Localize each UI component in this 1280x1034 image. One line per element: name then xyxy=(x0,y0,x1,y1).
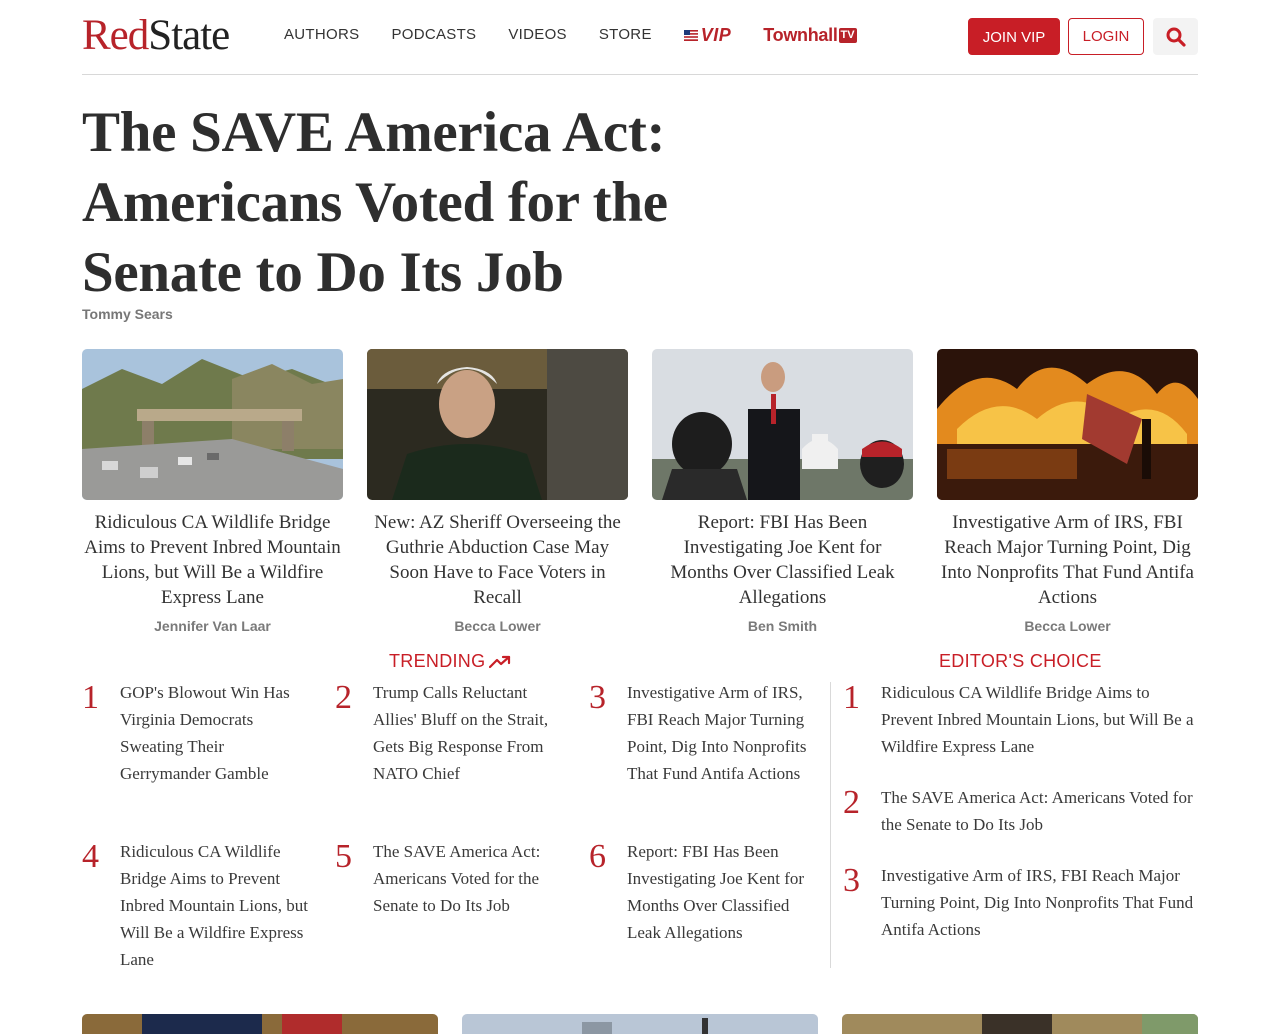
card-image-wildlife-bridge[interactable] xyxy=(82,349,343,500)
featured-card[interactable] xyxy=(82,349,343,634)
editors-choice-item[interactable] xyxy=(843,784,1198,838)
trending-number: 4 xyxy=(82,838,99,875)
login-button[interactable]: LOGIN xyxy=(1068,18,1144,55)
card-title[interactable]: Ridiculous CA Wildlife Bridge Aims to Prevent Inbred Mountain Lions, but Will Be a Wildfire Express Lane xyxy=(84,512,341,608)
card-author[interactable]: Jennifer Van Laar xyxy=(154,618,271,634)
bottom-image-sky xyxy=(462,1014,818,1034)
trending-number: 5 xyxy=(335,838,352,875)
nav-podcasts[interactable]: PODCASTS xyxy=(391,26,477,43)
search-button[interactable] xyxy=(1153,18,1198,55)
site-header xyxy=(82,0,1198,75)
card-title[interactable]: Report: FBI Has Been Investigating Joe Kent for Months Over Classified Leak Allegations xyxy=(670,512,895,608)
hero-author[interactable]: Tommy Sears xyxy=(82,306,173,322)
nav-townhall-tv[interactable] xyxy=(763,25,856,46)
card-image-fire[interactable] xyxy=(937,349,1198,500)
nav-vip[interactable] xyxy=(684,25,732,46)
card-title[interactable]: Investigative Arm of IRS, FBI Reach Major Turning Point, Dig Into Nonprofits That Fund Antifa Actions xyxy=(941,512,1194,608)
trending-item[interactable] xyxy=(335,679,563,787)
townhall-tv-badge: TV xyxy=(840,28,855,41)
join-vip-button[interactable]: JOIN VIP xyxy=(968,18,1060,55)
logo-part-dark: State xyxy=(148,12,230,59)
trending-title[interactable]: GOP's Blowout Win Has Virginia Democrats Sweating Their Gerrymander Gamble xyxy=(120,683,290,783)
trending-title[interactable]: Investigative Arm of IRS, FBI Reach Major Turning Point, Dig Into Nonprofits That Fund Antifa Actions xyxy=(627,683,807,783)
trending-title[interactable]: Report: FBI Has Been Investigating Joe Kent for Months Over Classified Leak Allegations xyxy=(627,842,805,942)
editors-choice-title[interactable]: Ridiculous CA Wildlife Bridge Aims to Prevent Inbred Mountain Lions, but Will Be a Wildfire Express Lane xyxy=(881,683,1194,756)
nav-videos[interactable]: VIDEOS xyxy=(508,26,567,43)
bottom-card-image[interactable] xyxy=(842,1014,1198,1034)
card-author[interactable]: Becca Lower xyxy=(454,618,541,634)
townhall-label: Townhall xyxy=(763,24,838,45)
trending-number: 1 xyxy=(82,679,99,716)
card-title[interactable]: New: AZ Sheriff Overseeing the Guthrie Abduction Case May Soon Have to Face Voters in Recall xyxy=(374,512,621,608)
editors-choice-label: EDITOR'S CHOICE xyxy=(939,651,1102,671)
vip-label: VIP xyxy=(700,24,732,45)
trending-title[interactable]: The SAVE America Act: Americans Voted for the Senate to Do Its Job xyxy=(373,842,541,915)
trending-number: 3 xyxy=(589,679,606,716)
card-author[interactable]: Becca Lower xyxy=(1024,618,1111,634)
trending-item[interactable] xyxy=(335,838,563,919)
trending-label: TRENDING xyxy=(389,651,486,671)
trending-item[interactable] xyxy=(82,838,310,973)
trending-item[interactable] xyxy=(589,679,819,787)
site-logo[interactable] xyxy=(82,12,229,60)
us-flag-icon xyxy=(684,30,698,41)
trending-title[interactable]: Trump Calls Reluctant Allies' Bluff on the Strait, Gets Big Response From NATO Chief xyxy=(373,683,549,783)
nav-store[interactable]: STORE xyxy=(598,26,652,43)
card-author[interactable]: Ben Smith xyxy=(747,618,818,634)
nav-authors[interactable]: AUTHORS xyxy=(284,26,360,43)
featured-card[interactable] xyxy=(652,349,913,634)
bottom-image-flags xyxy=(82,1014,438,1034)
trending-number: 6 xyxy=(589,838,606,875)
hero-headline[interactable]: The SAVE America Act: Americans Voted for the Senate to Do Its Job xyxy=(82,101,668,304)
logo-part-red: Red xyxy=(82,12,149,59)
trending-item[interactable] xyxy=(589,838,819,946)
trending-header xyxy=(389,651,511,672)
trending-title[interactable]: Ridiculous CA Wildlife Bridge Aims to Prevent Inbred Mountain Lions, but Will Be a Wildfire Express Lane xyxy=(120,842,308,969)
editors-choice-number: 1 xyxy=(843,679,860,716)
editors-choice-item[interactable] xyxy=(843,679,1198,760)
main-nav xyxy=(284,24,857,46)
editors-choice-item[interactable] xyxy=(843,862,1198,943)
bottom-card-image[interactable] xyxy=(82,1014,438,1034)
trending-up-icon xyxy=(489,655,511,669)
editors-choice-title[interactable]: The SAVE America Act: Americans Voted for the Senate to Do Its Job xyxy=(881,788,1193,834)
bottom-card-image[interactable] xyxy=(462,1014,818,1034)
editors-choice-number: 3 xyxy=(843,862,860,899)
trending-item[interactable] xyxy=(82,679,310,787)
featured-card[interactable] xyxy=(937,349,1198,634)
card-image-fbi-joe-kent[interactable] xyxy=(652,349,913,500)
column-divider xyxy=(830,682,831,968)
editors-choice-header xyxy=(939,651,1102,672)
featured-cards xyxy=(82,349,1198,634)
bottom-image-outdoor xyxy=(842,1014,1198,1034)
trending-number: 2 xyxy=(335,679,352,716)
editors-choice-number: 2 xyxy=(843,784,860,821)
editors-choice-title[interactable]: Investigative Arm of IRS, FBI Reach Major Turning Point, Dig Into Nonprofits That Fund Antifa Actions xyxy=(881,866,1194,939)
card-image-sheriff[interactable] xyxy=(367,349,628,500)
featured-card[interactable] xyxy=(367,349,628,634)
search-icon xyxy=(1166,27,1186,47)
